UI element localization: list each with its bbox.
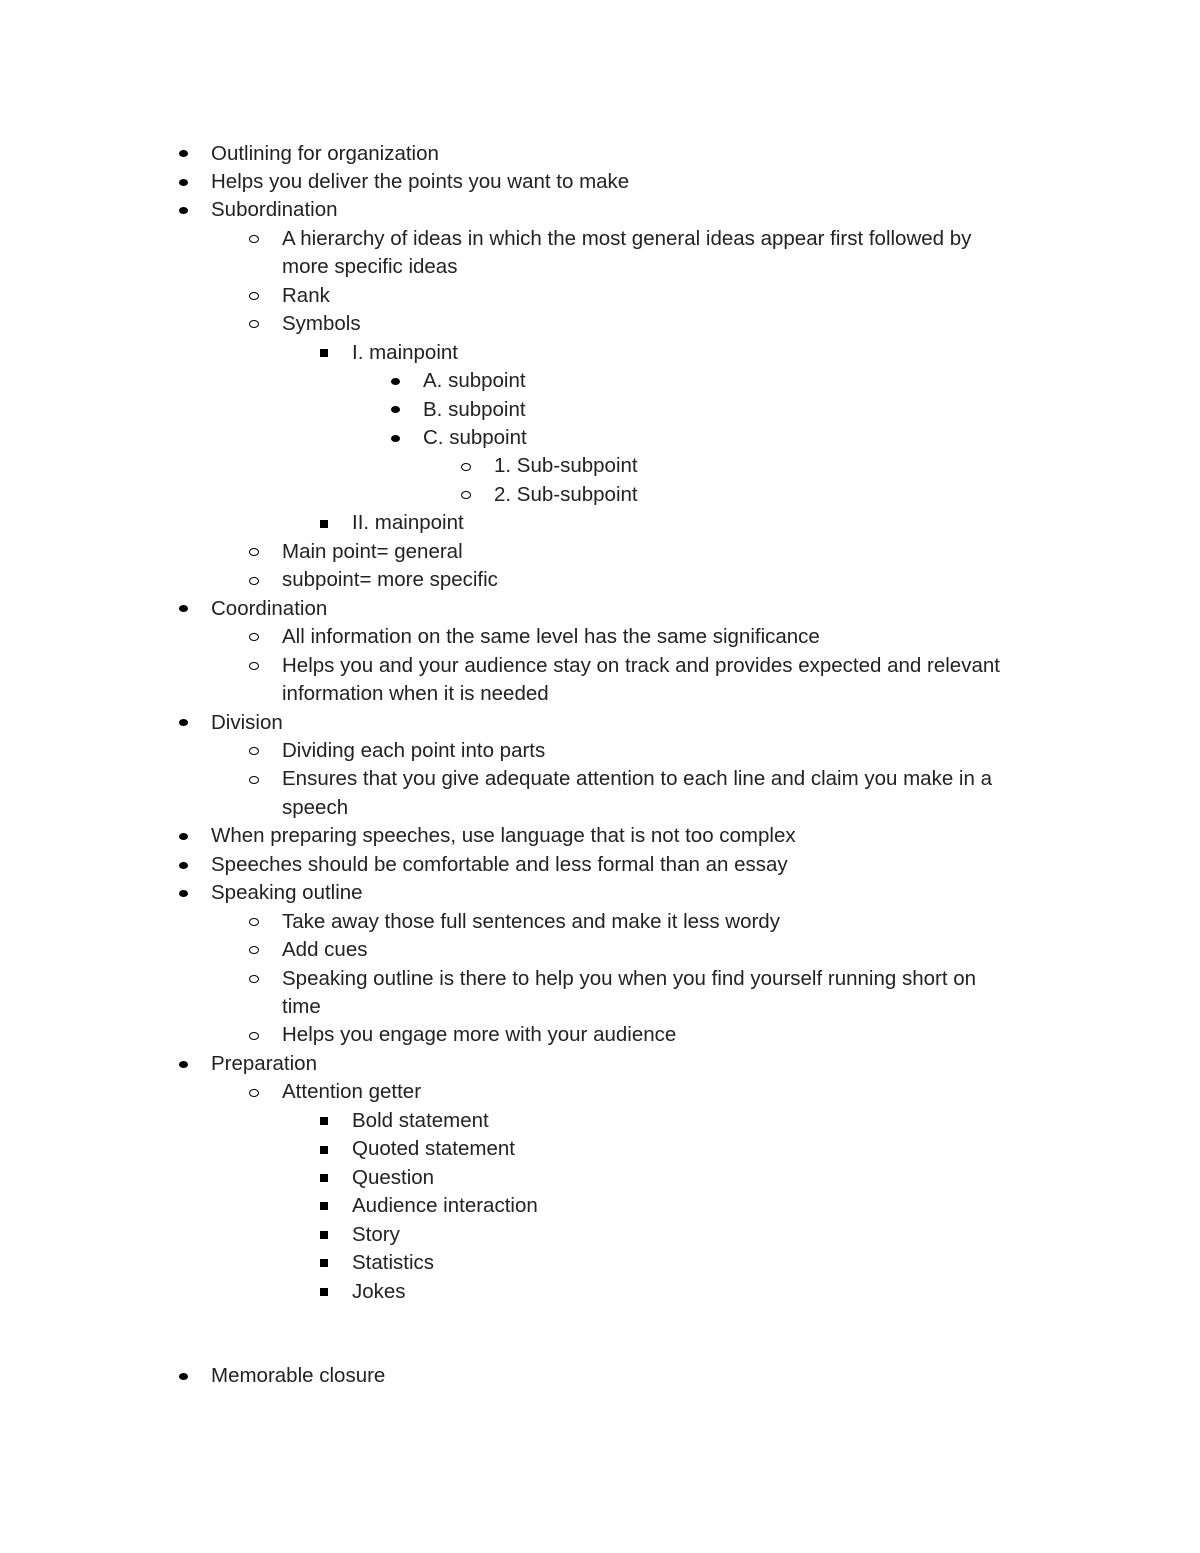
outline-item-text: Question bbox=[352, 1165, 435, 1189]
outline-item-text: Speaking outline is there to help you when you find yourself running short on bbox=[282, 966, 977, 990]
outline-item-text: more specific ideas bbox=[282, 255, 458, 279]
outline-item-text: Memorable closure bbox=[211, 1363, 386, 1387]
bullet-circle-icon bbox=[246, 652, 262, 681]
bullet-circle-icon bbox=[246, 623, 262, 652]
outline-item-text: II. mainpoint bbox=[352, 511, 464, 535]
outline-item-text: Statistics bbox=[352, 1251, 435, 1275]
outline-item-text: Helps you engage more with your audience bbox=[282, 1023, 677, 1047]
outline-item-text: B. subpoint bbox=[423, 397, 526, 421]
outline-item-text: Outlining for organization bbox=[211, 141, 439, 165]
outline-item-text: Preparation bbox=[211, 1051, 317, 1075]
outline-item-text: Symbols bbox=[282, 312, 361, 336]
bullet-square-icon bbox=[316, 1107, 332, 1136]
bullet-circle-icon bbox=[246, 765, 262, 794]
bullet-circle-icon bbox=[246, 1021, 262, 1050]
bullet-circle-icon bbox=[246, 566, 262, 595]
outline-item-text: Speaking outline bbox=[211, 881, 363, 905]
bullet-circle-icon bbox=[246, 225, 262, 254]
bullet-square-icon bbox=[316, 339, 332, 368]
bullet-dot-icon bbox=[175, 196, 191, 225]
bullet-circle-icon bbox=[246, 1078, 262, 1107]
bullet-dot-icon bbox=[175, 595, 191, 624]
bullet-square-icon bbox=[316, 1192, 332, 1221]
outline-item-text: subpoint= more specific bbox=[282, 568, 498, 592]
outline-item-text: Add cues bbox=[282, 938, 368, 962]
outline-item-text: Rank bbox=[282, 283, 330, 307]
bullet-square-icon bbox=[316, 1164, 332, 1193]
outline-item-text: time bbox=[282, 995, 321, 1018]
bullet-dot-icon bbox=[175, 879, 191, 908]
outline-item-text: Audience interaction bbox=[352, 1194, 538, 1218]
bullet-circle-icon bbox=[458, 481, 474, 510]
bullet-dot-icon bbox=[387, 424, 403, 453]
outline-item-text: Attention getter bbox=[282, 1080, 422, 1104]
outline-item-text: C. subpoint bbox=[423, 426, 527, 449]
outline-item-text: information when it is needed bbox=[282, 682, 549, 706]
bullet-dot-icon bbox=[175, 140, 191, 169]
outline-item-text: A. subpoint bbox=[423, 369, 526, 393]
bullet-circle-icon bbox=[458, 452, 474, 481]
outline-item-text: Ensures that you give adequate attention to each line and claim you make in a bbox=[282, 767, 992, 791]
bullet-dot-icon bbox=[387, 367, 403, 396]
bullet-dot-icon bbox=[175, 851, 191, 880]
outline-item-text: 2. Sub-subpoint bbox=[494, 482, 638, 506]
outline-item-text: Division bbox=[211, 710, 283, 734]
outline-item-text: Subordination bbox=[211, 198, 338, 222]
outline-item-text: 1. Sub-subpoint bbox=[494, 454, 638, 478]
outline-item-text: All information on the same level has the same significance bbox=[282, 625, 820, 649]
bullet-circle-icon bbox=[246, 965, 262, 994]
bullet-square-icon bbox=[316, 509, 332, 538]
bullet-circle-icon bbox=[246, 936, 262, 965]
outline-item-text: Coordination bbox=[211, 596, 328, 620]
bullet-dot-icon bbox=[175, 1362, 191, 1391]
bullet-square-icon bbox=[316, 1249, 332, 1278]
bullet-dot-icon bbox=[175, 1050, 191, 1079]
outline-item-text: speech bbox=[282, 795, 349, 819]
outline-item-text: Bold statement bbox=[352, 1108, 489, 1132]
outline-item-text: Helps you deliver the points you want to make bbox=[211, 169, 630, 193]
bullet-square-icon bbox=[316, 1135, 332, 1164]
bullet-circle-icon bbox=[246, 737, 262, 766]
outline-item-text: Quoted statement bbox=[352, 1137, 515, 1161]
bullet-circle-icon bbox=[246, 282, 262, 311]
bullet-dot-icon bbox=[175, 168, 191, 197]
bullet-square-icon bbox=[316, 1221, 332, 1250]
bullet-circle-icon bbox=[246, 310, 262, 339]
bullet-dot-icon bbox=[387, 396, 403, 425]
bullet-dot-icon bbox=[175, 709, 191, 738]
bullet-circle-icon bbox=[246, 538, 262, 567]
outline-item-text: I. mainpoint bbox=[352, 340, 458, 364]
outline-item-text: Helps you and your audience stay on track and provides expected and relevant bbox=[282, 653, 1000, 677]
outline-item-text: Jokes bbox=[352, 1279, 406, 1303]
outline-item-text: Take away those full sentences and make it less wordy bbox=[282, 909, 780, 933]
outline-item-text: When preparing speeches, use language that is not too complex bbox=[211, 824, 796, 848]
bullet-circle-icon bbox=[246, 908, 262, 937]
outline-item-text: Main point= general bbox=[282, 539, 463, 563]
outline-item-text: Speeches should be comfortable and less formal than an essay bbox=[211, 852, 788, 876]
outline-item-text: A hierarchy of ideas in which the most general ideas appear first followed by bbox=[282, 226, 972, 250]
outline-item-text: Dividing each point into parts bbox=[282, 738, 546, 762]
bullet-dot-icon bbox=[175, 822, 191, 851]
outline-item-text: Story bbox=[352, 1222, 400, 1246]
bullet-square-icon bbox=[316, 1278, 332, 1307]
